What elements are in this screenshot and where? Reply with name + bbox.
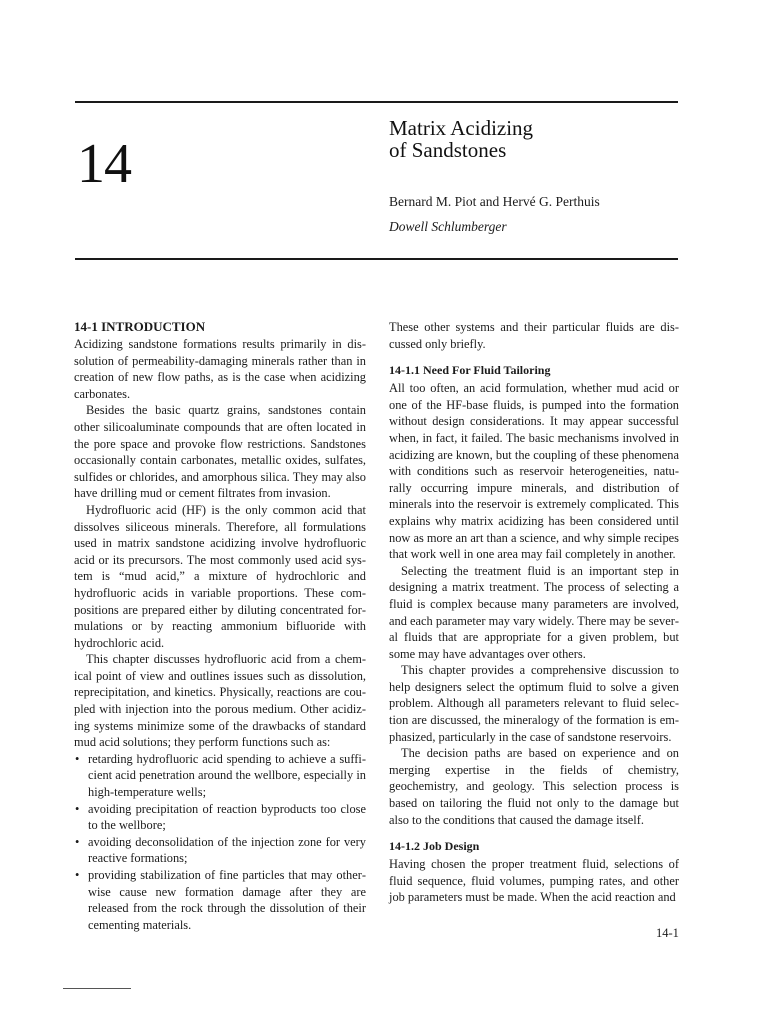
chapter-affiliation: Dowell Schlumberger [389, 219, 507, 234]
chapter-title [389, 117, 533, 161]
subsection-heading-fluid-tailoring: 14-1.1 Need For Fluid Tailoring [389, 363, 551, 378]
paragraph: Selecting the treatment fluid is an important step in designing a matrix treatment. The process of selecting a fluid is complex because many parameters are involved, and each parameter may vary widely. There may be several fluids that are appropriate for a given problem, but some may have advantages over others. [389, 563, 679, 661]
section-heading-introduction: 14-1 INTRODUCTION [74, 319, 206, 334]
top-rule [75, 101, 678, 103]
right-column [389, 319, 679, 906]
paragraph: Acidizing sandstone formations results primarily in dissolution of permeability-damaging minerals rather than in creation of new flow paths, as is the case when acidizing carbonates. [74, 337, 366, 401]
chapter-authors: Bernard M. Piot and Hervé G. Perthuis [389, 194, 600, 209]
paragraph: Having chosen the proper treatment fluid, selections of fluid sequence, fluid volumes, pumping rates, and other job parameters must be made. When the acid reaction and [389, 857, 679, 905]
list-item: • avoiding precipitation of reaction byproducts too close to the wellbore; [74, 801, 366, 834]
paragraph: Hydrofluoric acid (HF) is the only common acid that dissolves siliceous minerals. Therefore, all formulations used in matrix sandstone acidizing involve hydrofluoric acid or its precursors. The most commonly used acid system is “mud acid,” a mixture of hydrochloric and hydrofluoric acids in variable proportions. These compositions are prepared either by diluting concentrated formulations or by reacting ammonium bifluoride with hydrochloric acid. [74, 502, 366, 650]
footer-rule [63, 988, 131, 989]
page-number: 14-1 [656, 926, 679, 940]
paragraph: These other systems and their particular fluids are discussed only briefly. [389, 320, 679, 351]
left-column [74, 319, 366, 933]
paragraph: This chapter discusses hydrofluoric acid from a chemical point of view and outlines issues such as dissolution, reprecipitation, and kinetics. Physically, reactions are coupled with injection into the porous medium. Other acidizing systems minimize some of the drawbacks of standard mud acid solutions; they perform functions such as: [74, 652, 366, 750]
chapter-title-line-1: Matrix Acidizing [389, 116, 534, 140]
chapter-number: 14 [77, 133, 131, 195]
header-bottom-rule [75, 258, 678, 260]
list-item: • retarding hydrofluoric acid spending to achieve a sufficient acid penetration around the wellbore, especially in high-temperature wells; [74, 751, 366, 801]
paragraph: All too often, an acid formulation, whether mud acid or one of the HF-base fluids, is pumped into the formation without design considerations. It may appear successful when, in fact, it failed. The basic mechanisms involved in acidizing are known, but the coupling of these phenomena with conditions such as reservoir heterogeneities, naturally occurring impure minerals, and distribution of minerals into the reservoir is extremely complicated. This explains why matrix acidizing has been considered until now as more an art than a science, and why simple recipes that work well in one area may fail completely in another. [389, 381, 679, 562]
functions-list [74, 751, 366, 934]
paragraph: The decision paths are based on experience and on merging expertise in the fields of chemistry, geochemistry, and geology. This selection process is based on tailoring the fluid not only to the damage but also to the conditions that caused the damage itself. [389, 746, 679, 827]
paragraph: Besides the basic quartz grains, sandstones contain other silicoaluminate compounds that are often located in the pore space and provoke flow restrictions. Sandstones occasionally contain carbonates, metallic oxides, sulfates, sulfides or chlorides, and amorphous silica. They may also have drilling mud or cement filtrates from invasion. [74, 403, 366, 501]
chapter-title-line-2: of Sandstones [389, 138, 507, 162]
list-item: • avoiding deconsolidation of the injection zone for very reactive formations; [74, 834, 366, 867]
list-item: • providing stabilization of fine particles that may otherwise cause new formation damage after they are released from the rock through the dissolution of their cementing materials. [74, 867, 366, 933]
subsection-heading-job-design: 14-1.2 Job Design [389, 839, 480, 854]
paragraph: This chapter provides a comprehensive discussion to help designers select the optimum fluid to solve a given problem. Although all parameters relevant to fluid selection are discussed, the mineralogy of the formation is emphasized, particularly in the case of sandstone reservoirs. [389, 663, 679, 744]
